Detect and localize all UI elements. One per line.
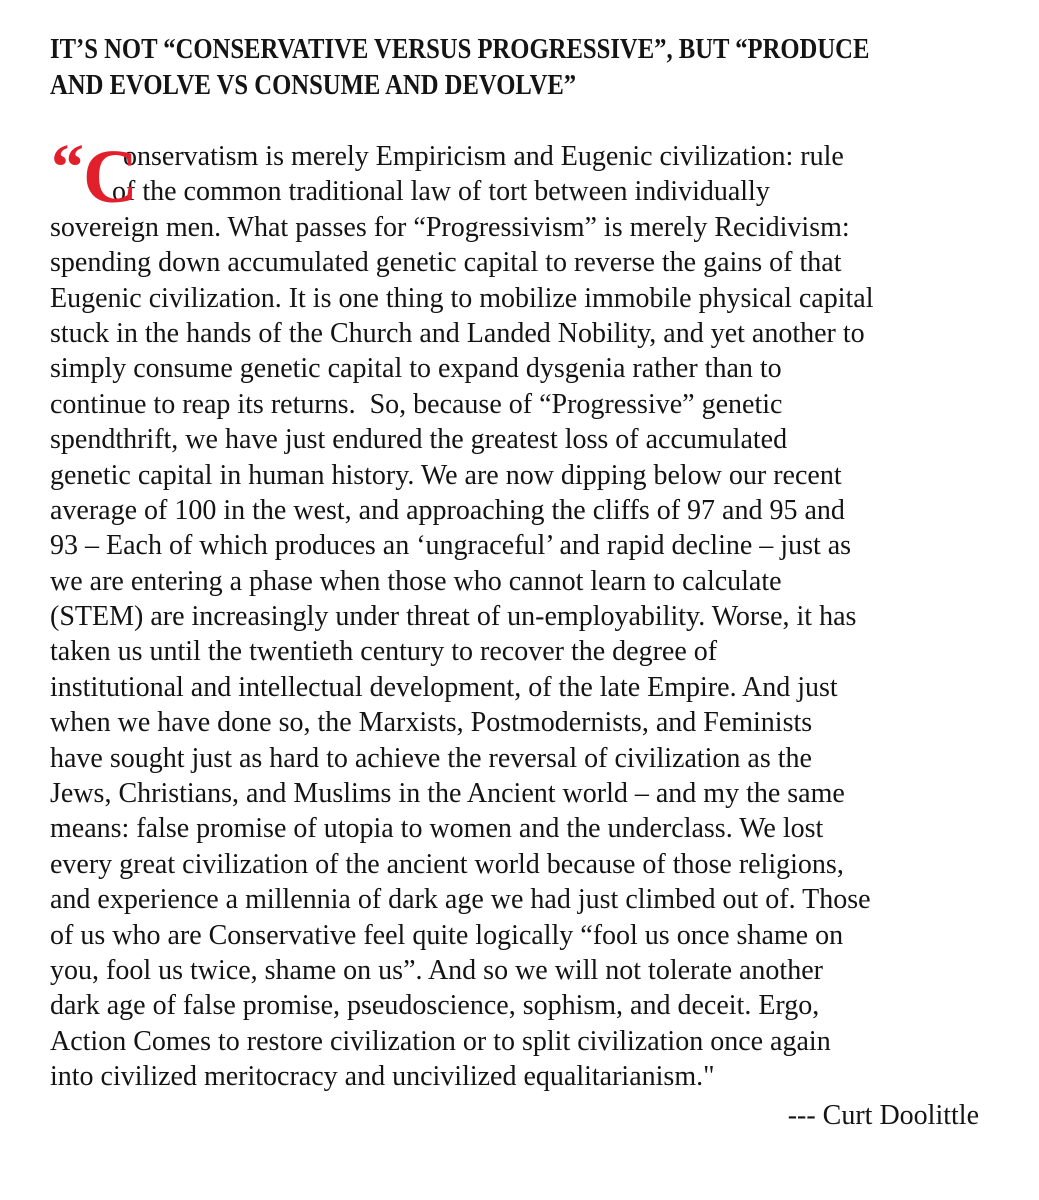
quote-line: into civilized meritocracy and uncivilized equalitarianism." [50,1061,715,1093]
quote-line: sovereign men. What passes for “Progressivism” is merely Recidivism: [50,211,850,243]
drop-cap-letter: C [83,135,138,219]
quote-body [50,131,1010,1095]
quote-line: of us who are Conservative feel quite logically “fool us once shame on [50,919,844,951]
page-title [50,31,869,103]
quote-line: dark age of false promise, pseudoscience, sophism, and deceit. Ergo, [50,990,820,1022]
quote-attribution: --- Curt Doolittle [787,1100,979,1131]
page-title-line: AND EVOLVE VS CONSUME AND DEVOLVE” [50,69,577,101]
quote-line: simply consume genetic capital to expand dysgenia rather than to [50,353,782,385]
quote-line: means: false promise of utopia to women and the underclass. We lost [50,813,824,845]
quote-line: spending down accumulated genetic capital to reverse the gains of that [50,247,842,279]
open-quote-mark: “ [51,131,84,204]
quote-line: Eugenic civilization. It is one thing to mobilize immobile physical capital [50,282,874,314]
page-title-line: IT’S NOT “CONSERVATIVE VERSUS PROGRESSIVE”, BUT “PRODUCE [50,33,870,65]
quote-line: you, fool us twice, shame on us”. And so we will not tolerate another [50,954,823,986]
quote-line: stuck in the hands of the Church and Landed Nobility, and yet another to [50,317,865,349]
quote-line: continue to reap its returns. So, because of “Progressive” genetic [50,388,783,420]
quote-line: of the common traditional law of tort between individually [112,176,770,208]
quote-line: genetic capital in human history. We are now dipping below our recent [50,459,842,491]
quote-line: spendthrift, we have just endured the greatest loss of accumulated [50,424,788,456]
quote-line: every great civilization of the ancient world because of those religions, [50,848,844,880]
quote-lines [50,135,1010,1095]
quote-line: average of 100 in the west, and approaching the cliffs of 97 and 95 and [50,494,845,526]
quote-line: taken us until the twentieth century to recover the degree of [50,636,718,668]
quote-line: onservatism is merely Empiricism and Eugenic civilization: rule [123,141,844,172]
quote-line: when we have done so, the Marxists, Postmodernists, and Feminists [50,707,813,739]
quote-line: Jews, Christians, and Muslims in the Ancient world – and my the same [50,778,845,810]
quote-line: 93 – Each of which produces an ‘ungraceful’ and rapid decline – just as [50,530,852,562]
quote-line: (STEM) are increasingly under threat of un-employability. Worse, it has [50,601,857,633]
quote-line: we are entering a phase when those who cannot learn to calculate [50,565,782,597]
quote-line: and experience a millennia of dark age we had just climbed out of. Those [50,884,871,916]
quote-line: institutional and intellectual development, of the late Empire. And just [50,671,838,703]
quote-line: have sought just as hard to achieve the reversal of civilization as the [50,742,812,774]
quote-line: Action Comes to restore civilization or to split civilization once again [50,1025,831,1057]
